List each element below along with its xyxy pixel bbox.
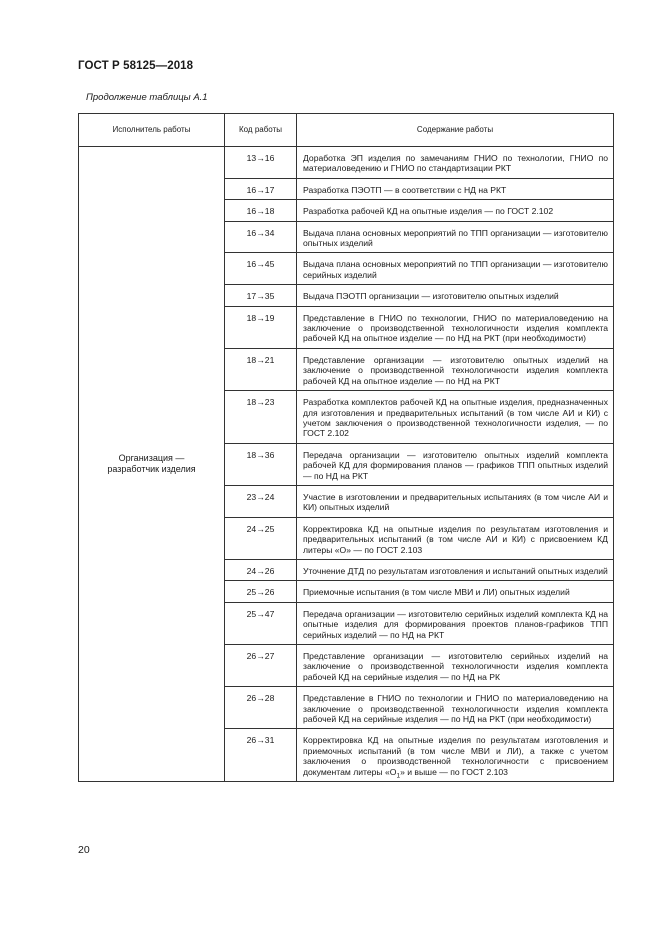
- work-content-cell: Разработка ПЭОТП — в соответствии с НД на РКТ: [297, 178, 614, 199]
- work-code-cell: 24→25: [225, 517, 297, 559]
- work-code-cell: 26→31: [225, 729, 297, 782]
- work-code-cell: 18→21: [225, 348, 297, 390]
- column-header-content: Содержание работы: [297, 114, 614, 147]
- work-content-text: Корректировка КД на опытные изделия по результатам изготовления и приемочных испытаний (в том числе МВИ и ЛИ), а также с учетом заключения о производственной технологичности с присвоением документам литеры «О: [303, 735, 608, 777]
- table-body: [79, 147, 614, 782]
- column-header-executor: Исполнитель работы: [79, 114, 225, 147]
- work-content-text: » и выше — по ГОСТ 2.103: [400, 766, 508, 777]
- work-code-cell: 16→34: [225, 221, 297, 253]
- work-code-cell: 24→26: [225, 559, 297, 580]
- work-code-cell: 17→35: [225, 285, 297, 306]
- work-content-cell: Разработка комплектов рабочей КД на опытные изделия, предназначенных для изготовления и предварительных испытаний (в том числе АИ и КИ) с учетом заключения о производственной технологичности изделия, — по ГОСТ 2.102: [297, 391, 614, 444]
- page-number: 20: [78, 844, 90, 856]
- letter-index-subscript: 1: [396, 772, 401, 780]
- table-row: [79, 147, 614, 179]
- work-content-cell: Выдача плана основных мероприятий по ТПП организации — изготовителю опытных изделий: [297, 221, 614, 253]
- table-header-row: [79, 114, 614, 147]
- work-code-cell: 13→16: [225, 147, 297, 179]
- work-content-cell: Выдача плана основных мероприятий по ТПП организации — изготовителю серийных изделий: [297, 253, 614, 285]
- work-code-cell: 26→28: [225, 687, 297, 729]
- work-code-cell: 25→26: [225, 581, 297, 602]
- column-header-code: Код работы: [225, 114, 297, 147]
- work-content-cell: Разработка рабочей КД на опытные изделия — по ГОСТ 2.102: [297, 200, 614, 221]
- work-code-cell: 18→19: [225, 306, 297, 348]
- work-code-cell: 16→18: [225, 200, 297, 221]
- executor-cell: Организация — разработчик изделия: [79, 147, 225, 782]
- work-content-cell: Уточнение ДТД по результатам изготовления и испытаний опытных изделий: [297, 559, 614, 580]
- work-content-cell: Передача организации — изготовителю серийных изделий комплекта КД на опытные изделия для формирования проектов планов-графиков ТПП серийных изделий — по НД на РКТ: [297, 602, 614, 644]
- work-content-cell: Доработка ЭП изделия по замечаниям ГНИО по технологии, ГНИО по материаловедению и ГНИО по стандартизации РКТ: [297, 147, 614, 179]
- work-content-cell: Представление организации — изготовителю серийных изделий на заключение о производственной технологичности изделия комплекта рабочей КД на серийные изделия — по НД на РК: [297, 645, 614, 687]
- work-code-cell: 16→17: [225, 178, 297, 199]
- work-content-cell: Представление организации — изготовителю опытных изделий на заключение о производственной технологичности изделия комплекта рабочей КД на опытное изделие — по НД на РКТ: [297, 348, 614, 390]
- table-caption: Продолжение таблицы А.1: [86, 92, 208, 103]
- work-code-cell: 18→23: [225, 391, 297, 444]
- works-table: [78, 113, 614, 782]
- work-code-cell: 16→45: [225, 253, 297, 285]
- work-code-cell: 26→27: [225, 645, 297, 687]
- document-header: ГОСТ Р 58125—2018: [78, 60, 194, 72]
- work-content-cell: Приемочные испытания (в том числе МВИ и ЛИ) опытных изделий: [297, 581, 614, 602]
- work-content-cell: Представление в ГНИО по технологии и ГНИО по материаловедению на заключение о производственной технологичности изделия комплекта рабочей КД на серийные изделия — по НД на РКТ (при необходимости): [297, 687, 614, 729]
- work-content-cell: [297, 729, 614, 782]
- work-content-cell: Участие в изготовлении и предварительных испытаниях (в том числе АИ и КИ) опытных изделий: [297, 485, 614, 517]
- work-content-cell: Выдача ПЭОТП организации — изготовителю опытных изделий: [297, 285, 614, 306]
- work-content-cell: Представление в ГНИО по технологии, ГНИО по материаловедению на заключение о производственной технологичности изделия комплекта рабочей КД на опытное изделие — по НД на РКТ (при необходимости): [297, 306, 614, 348]
- work-content-cell: Корректировка КД на опытные изделия по результатам изготовления и предварительных испытаний (в том числе АИ и КИ) с присвоением КД литеры «О» — по ГОСТ 2.103: [297, 517, 614, 559]
- work-code-cell: 25→47: [225, 602, 297, 644]
- work-content-cell: Передача организации — изготовителю опытных изделий комплекта рабочей КД для формирования планов — графиков ТПП опытных изделий — по НД на РКТ: [297, 443, 614, 485]
- work-code-cell: 18→36: [225, 443, 297, 485]
- work-code-cell: 23→24: [225, 485, 297, 517]
